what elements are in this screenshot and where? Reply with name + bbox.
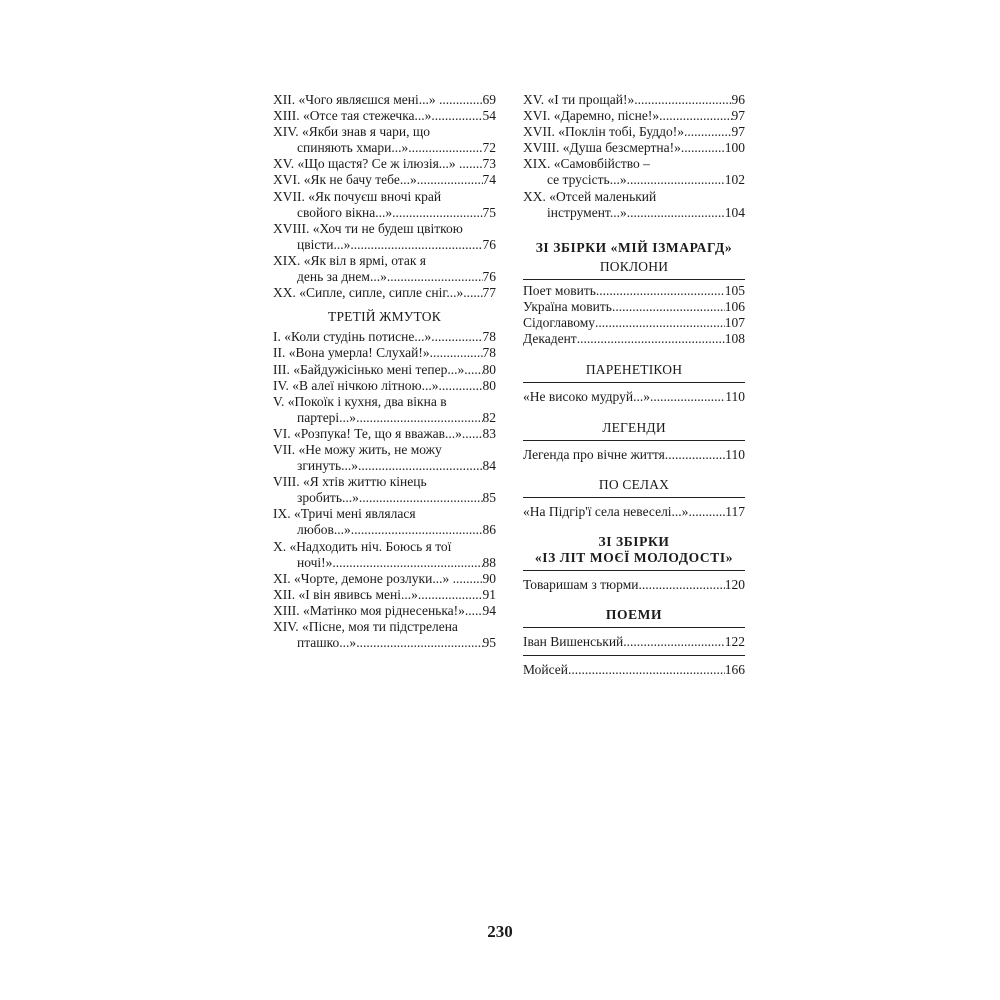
dot-leader (463, 285, 482, 301)
toc-entry-line (273, 458, 496, 474)
collection-title-mii-izmarahd: ЗІ ЗБІРКИ «МІЙ ІЗМАРАГД» (535, 239, 733, 255)
toc-page-number: 104 (724, 204, 745, 220)
dot-leader (659, 108, 731, 124)
toc-entry (273, 189, 496, 221)
toc-entry-title: V. «Покоїк і кухня, два вікна в (273, 393, 447, 409)
toc-page-number: 166 (724, 662, 745, 678)
toc-entry-title: цвісти...» (297, 236, 351, 252)
toc-entry (273, 571, 496, 587)
section-title-poemy: ПОЕМИ (605, 607, 663, 623)
toc-entry-line (273, 221, 496, 237)
toc-entry (523, 124, 745, 140)
toc-entries-lehendy (523, 447, 745, 463)
toc-entry-title: свойого вікна...» (297, 204, 393, 220)
toc-entry (273, 426, 496, 442)
toc-entry-line (273, 426, 496, 442)
toc-entry-title: II. «Вона умерла! Слухай!» (273, 345, 430, 361)
dot-leader (332, 555, 482, 571)
toc-entry (273, 619, 496, 651)
toc-entry-line (273, 619, 496, 635)
dot-leader (627, 205, 725, 221)
toc-entry-line (523, 124, 745, 140)
divider (523, 655, 745, 656)
toc-entry (273, 92, 496, 108)
divider (523, 279, 745, 280)
toc-entry-title: XX. «Отсей маленький (523, 188, 657, 204)
toc-page-number: 80 (482, 361, 496, 377)
dot-leader (408, 140, 482, 156)
dot-leader (439, 378, 483, 394)
toc-entry-title: день за днем...» (297, 269, 387, 285)
toc-entry-title: Легенда про вічне життя (523, 446, 665, 462)
dot-leader (612, 299, 725, 315)
toc-page-number: 73 (482, 156, 496, 172)
toc-entry (523, 315, 745, 331)
toc-entry (273, 172, 496, 188)
dot-leader (456, 571, 483, 587)
toc-entry-line (273, 474, 496, 490)
toc-entry-title: III. «Байдужісінько мені тепер...» (273, 361, 465, 377)
toc-entry (273, 108, 496, 124)
toc-entry (273, 156, 496, 172)
toc-page-number: 74 (482, 172, 496, 188)
dot-leader (417, 172, 483, 188)
toc-entry-line (273, 555, 496, 571)
toc-page-number: 91 (482, 586, 496, 602)
collection-title-iz-lit-line2: «ІЗ ЛІТ МОЄЇ МОЛОДОСТІ» (534, 549, 734, 565)
page-number: 230 (487, 922, 513, 941)
toc-entry (273, 124, 496, 156)
toc-entry-line (523, 634, 745, 650)
toc-entry-line (273, 539, 496, 555)
dot-leader (650, 389, 725, 405)
toc-page-number: 107 (724, 315, 745, 331)
toc-entry (273, 378, 496, 394)
toc-page-number: 78 (482, 329, 496, 345)
toc-page-number: 97 (731, 124, 745, 140)
toc-entry-title: «На Підгір'ї села невеселі...» (523, 503, 689, 519)
toc-entry (523, 299, 745, 315)
toc-entry-title: IX. «Тричі мені являлася (273, 506, 416, 522)
toc-entries-poemy-1 (523, 634, 745, 650)
toc-entry-line (523, 315, 745, 331)
toc-entry-title: XIX. «Самовбійство – (523, 156, 650, 172)
toc-entry (273, 442, 496, 474)
toc-entry-title: XVII. «Поклін тобі, Буддо!» (523, 124, 685, 140)
toc-entry-line (273, 269, 496, 285)
toc-entry (273, 329, 496, 345)
toc-entry-line (273, 506, 496, 522)
toc-entry-title: XVI. «Як не бачу тебе...» (273, 172, 417, 188)
toc-entry (523, 662, 745, 678)
dot-leader (638, 577, 724, 593)
toc-entry-title: XIV. «Якби знав я чари, що (273, 124, 430, 140)
toc-entry-line (273, 603, 496, 619)
toc-page-number: 117 (725, 503, 745, 519)
toc-right-column (523, 92, 745, 678)
toc-entry-title: Мойсей (523, 662, 569, 678)
toc-page-number: 78 (482, 345, 496, 361)
dot-leader (688, 504, 725, 520)
toc-entry-title: се трусість...» (547, 172, 627, 188)
toc-entry-title: VI. «Розпука! Те, що я вважав...» (273, 425, 462, 441)
toc-page-number: 90 (482, 570, 496, 586)
toc-entries-parenetikon (523, 389, 745, 405)
dot-leader (623, 634, 724, 650)
divider (523, 440, 745, 441)
toc-entry (523, 447, 745, 463)
dot-leader (456, 92, 483, 108)
section-title-lehendy: ЛЕГЕНДИ (602, 419, 666, 435)
toc-entry-line (273, 285, 496, 301)
toc-entry (273, 362, 496, 378)
toc-entry-title: XVIII. «Душа безсмертна!» (523, 140, 681, 156)
toc-entry-title: XI. «Чорте, демоне розлуки...» . (273, 570, 456, 586)
toc-entry (273, 587, 496, 603)
toc-entry-line (273, 205, 496, 221)
toc-page-number: 97 (731, 108, 745, 124)
toc-entry-line (273, 522, 496, 538)
toc-entry-line (273, 345, 496, 361)
toc-page-number: 80 (482, 377, 496, 393)
toc-entry-line (273, 108, 496, 124)
toc-entry-line (273, 189, 496, 205)
toc-entry-line (273, 587, 496, 603)
toc-page-number: 120 (724, 577, 745, 593)
toc-entry-title: XII. «Чого являєшся мені...» ..... (273, 92, 456, 107)
toc-page-number: 54 (482, 108, 496, 124)
toc-page-number: 122 (724, 634, 745, 650)
dot-leader (684, 124, 731, 140)
toc-page-number: 77 (482, 285, 496, 301)
toc-entry-title: XIV. «Пісне, моя ти підстрелена (273, 619, 458, 634)
toc-page-number: 110 (725, 389, 745, 405)
toc-entry-title: Іван Вишенський (523, 634, 624, 650)
toc-entry (523, 389, 745, 405)
toc-entry-line (273, 253, 496, 269)
toc-page-number: 88 (482, 554, 496, 570)
toc-entry-title: VIII. «Я хтів життю кінець (273, 474, 427, 490)
toc-entry-title: Сідоглавому (523, 315, 596, 331)
toc-entry-line (523, 108, 745, 124)
toc-entry-line (523, 389, 745, 405)
toc-entry-title: XVII. «Як почуєш вночі край (273, 188, 442, 204)
toc-entries-poklony (523, 283, 745, 347)
toc-entry-title: Товаришам з тюрми (523, 577, 639, 593)
toc-entry-title: любов...» (297, 522, 351, 538)
dot-leader (627, 172, 725, 188)
toc-entry-line (273, 124, 496, 140)
toc-entry-line (273, 329, 496, 345)
toc-entry-line (273, 490, 496, 506)
toc-entries-tretii-zhmutok-cont (523, 92, 745, 221)
dot-leader (634, 92, 731, 108)
toc-entry (273, 474, 496, 506)
dot-leader (359, 490, 483, 506)
toc-page-number: 84 (482, 458, 496, 474)
toc-entry (273, 539, 496, 571)
toc-left-column (273, 92, 496, 651)
toc-page-number: 83 (482, 425, 496, 441)
toc-entry-title: X. «Надходить ніч. Боюсь я тої (273, 538, 452, 554)
toc-page-number: 108 (724, 331, 745, 347)
collection-title-iz-lit-line1: ЗІ ЗБІРКИ (598, 533, 670, 549)
toc-page-number: 102 (724, 172, 745, 188)
toc-entry-line (523, 205, 745, 221)
dot-leader (392, 205, 482, 221)
dot-leader (462, 156, 482, 172)
toc-entry-title: XII. «І він явивсь мені...» (273, 586, 418, 602)
toc-entry-line (273, 378, 496, 394)
toc-entry (273, 285, 496, 301)
toc-entry-line (523, 92, 745, 108)
toc-page-number: 69 (482, 92, 496, 107)
toc-entry (273, 394, 496, 426)
toc-entry-title: I. «Коли студінь потисне...» (273, 329, 432, 345)
toc-entry-title: Декадент (523, 331, 577, 347)
section-title-parenetikon: ПАРЕНЕТІКОН (585, 362, 683, 378)
toc-entry-line (523, 140, 745, 156)
toc-entry-title: інструмент...» (547, 204, 627, 220)
toc-entry (523, 577, 745, 593)
toc-entries-iz-lit (523, 577, 745, 593)
toc-entry-line (273, 140, 496, 156)
toc-entry-line (273, 410, 496, 426)
dot-leader (358, 458, 482, 474)
dot-leader (665, 447, 725, 463)
toc-entries-part2-end (273, 92, 496, 301)
toc-entry-title: XX. «Сипле, сипле, сипле сніг...» (273, 285, 464, 301)
dot-leader (351, 522, 483, 538)
toc-entry-line (523, 577, 745, 593)
toc-entries-poemy-2 (523, 662, 745, 678)
toc-page-number: 96 (731, 92, 745, 107)
toc-entry-title: ночі!» (297, 554, 333, 570)
dot-leader (430, 345, 483, 361)
toc-entry-line (273, 635, 496, 651)
toc-entry-title: XIII. «Матінко моя ріднесенька!» (273, 602, 465, 618)
toc-entry-title: спиняють хмари...» (297, 140, 409, 156)
toc-entry (523, 331, 745, 347)
toc-entry-line (523, 447, 745, 463)
toc-entry-line (523, 504, 745, 520)
toc-page-number: 76 (482, 269, 496, 285)
toc-entry-line (273, 92, 496, 108)
dot-leader (681, 140, 725, 156)
toc-entry-line (523, 172, 745, 188)
dot-leader (568, 662, 725, 678)
dot-leader (431, 329, 482, 345)
toc-page-number: 100 (724, 140, 745, 156)
toc-entry (523, 140, 745, 156)
toc-entry-title: XV. «І ти прощай!» (523, 92, 635, 107)
toc-entry-line (523, 299, 745, 315)
toc-entry-line (523, 156, 745, 172)
dot-leader (418, 587, 483, 603)
toc-entry-title: партері...» (297, 409, 357, 425)
toc-entry (273, 603, 496, 619)
dot-leader (356, 410, 482, 426)
dot-leader (595, 315, 725, 331)
toc-entry-title: пташко...» (297, 635, 357, 651)
toc-entry-line (523, 662, 745, 678)
toc-entry-title: XV. «Що щастя? Се ж ілюзія...» . (273, 156, 463, 172)
toc-entry-title: XIX. «Як віл в ярмі, отак я (273, 252, 426, 268)
section-title-po-selakh: ПО СЕЛАХ (598, 476, 670, 492)
toc-entry-line (273, 156, 496, 172)
dot-leader (464, 362, 482, 378)
toc-entries-tretii-zhmutok (273, 329, 496, 651)
toc-entry (523, 504, 745, 520)
toc-page-number: 105 (724, 282, 745, 298)
divider (523, 382, 745, 383)
toc-entry-line (273, 442, 496, 458)
divider (523, 497, 745, 498)
toc-entry (523, 108, 745, 124)
dot-leader (465, 603, 483, 619)
toc-page-number: 82 (482, 409, 496, 425)
section-title-tretii-zhmutok: ТРЕТІЙ ЖМУТОК (328, 309, 441, 325)
toc-entry-line (273, 571, 496, 587)
toc-entry-line (273, 394, 496, 410)
toc-entry (273, 506, 496, 538)
dot-leader (350, 237, 482, 253)
dot-leader (387, 269, 483, 285)
toc-page-number: 94 (482, 602, 496, 618)
dot-leader (577, 331, 725, 347)
toc-entry-line (523, 189, 745, 205)
toc-page-number: 106 (724, 299, 745, 315)
toc-entry-title: XIII. «Отсе тая стежечка...» (273, 108, 432, 124)
divider (523, 627, 745, 628)
toc-page-number: 75 (482, 204, 496, 220)
toc-entry-line (523, 283, 745, 299)
toc-entry-title: IV. «В алеї нічкою літною...» (273, 377, 439, 393)
toc-entry-title: Україна мовить (523, 299, 612, 315)
toc-entry-title: зробить...» (297, 490, 359, 506)
toc-entry-line (273, 237, 496, 253)
toc-page-number: 85 (482, 490, 496, 506)
toc-entry-title: XVIII. «Хоч ти не будеш цвіткою (273, 220, 463, 236)
toc-page-number: 76 (482, 236, 496, 252)
toc-entry-title: Поет мовить (523, 282, 596, 298)
toc-entry (523, 189, 745, 221)
dot-leader (462, 426, 483, 442)
section-title-poklony: ПОКЛОНИ (599, 258, 669, 274)
toc-page-number: 72 (482, 140, 496, 156)
toc-entry (523, 92, 745, 108)
toc-page-number: 95 (482, 635, 496, 651)
toc-entry (273, 221, 496, 253)
toc-entry-line (273, 362, 496, 378)
toc-entries-po-selakh (523, 504, 745, 520)
toc-page-number: 110 (725, 446, 745, 462)
toc-entry-title: VII. «Не можу жить, не можу (273, 441, 442, 457)
toc-entry (523, 283, 745, 299)
toc-page-number: 86 (482, 522, 496, 538)
toc-entry-title: «Не високо мудруй...» (523, 389, 650, 405)
toc-entry (273, 253, 496, 285)
toc-entry (523, 634, 745, 650)
dot-leader (596, 283, 725, 299)
toc-entry (523, 156, 745, 188)
divider (523, 570, 745, 571)
dot-leader (356, 635, 482, 651)
toc-entry (273, 345, 496, 361)
toc-entry-title: XVI. «Даремно, пісне!» (523, 108, 660, 124)
dot-leader (431, 108, 482, 124)
toc-entry-line (273, 172, 496, 188)
toc-entry-title: згинуть...» (297, 458, 359, 474)
toc-entry-line (523, 331, 745, 347)
